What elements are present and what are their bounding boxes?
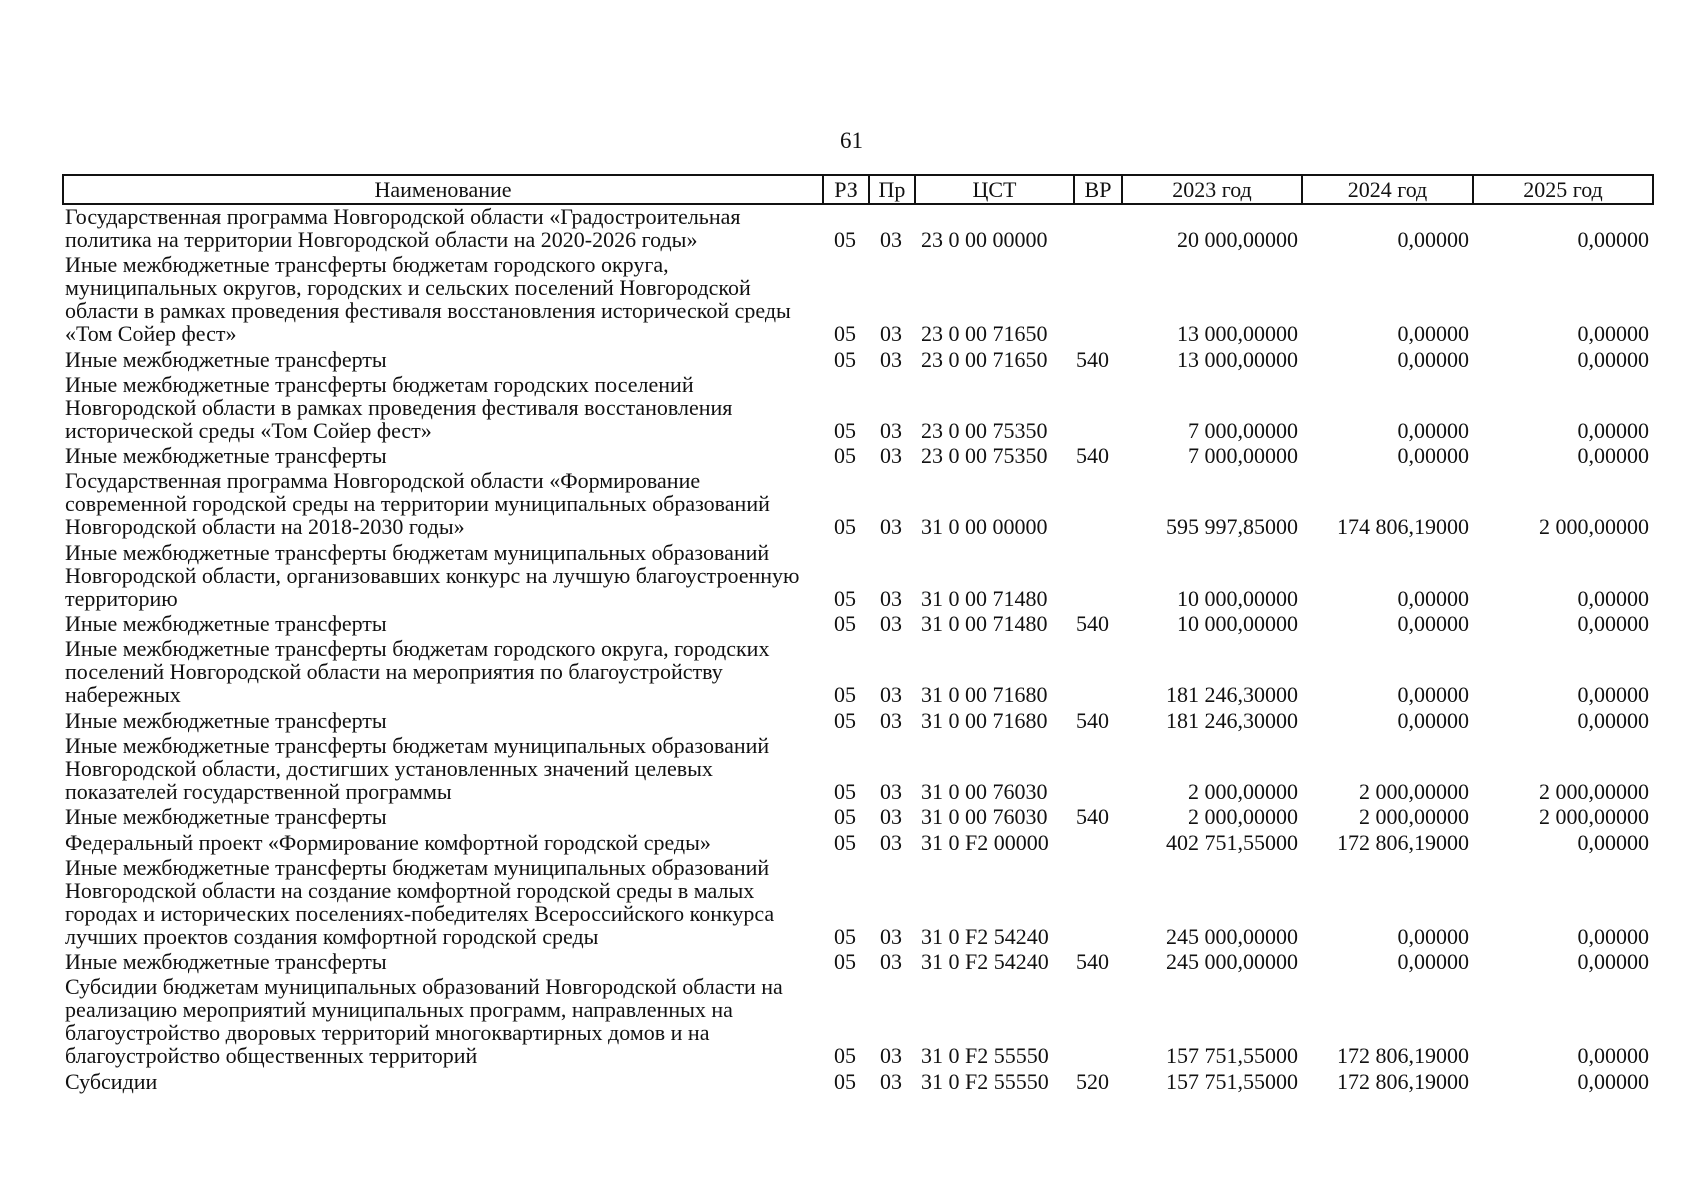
header-2025: 2025 год (1473, 175, 1653, 204)
row-value-2025: 0,00000 (1577, 829, 1649, 855)
row-value-2023: 245 000,00000 (1166, 949, 1298, 975)
row-cst: 31 0 00 76030 (921, 804, 1048, 830)
row-value-2023: 181 246,30000 (1166, 707, 1298, 733)
row-cst: 31 0 00 71680 (921, 707, 1048, 733)
budget-table (62, 174, 1654, 1095)
row-pr: 03 (880, 949, 902, 975)
row-name: Иные межбюджетные трансферты (65, 949, 387, 975)
row-cst: 23 0 00 71650 (921, 346, 1048, 372)
row-name: Государственная программа Новгородской области «Градостроительная политика на территории Новгородской области на 2020-2026 годы» (65, 204, 741, 252)
page-number: 61 (840, 128, 863, 153)
row-value-2023: 2 000,00000 (1188, 778, 1298, 804)
row-cst: 23 0 00 75350 (921, 443, 1048, 469)
table-row (63, 253, 1653, 347)
row-pr: 03 (880, 923, 902, 949)
row-value-2025: 0,00000 (1577, 923, 1649, 949)
header-row (63, 175, 1653, 204)
row-value-2024: 0,00000 (1397, 707, 1469, 733)
row-value-2023: 245 000,00000 (1166, 923, 1298, 949)
row-value-2024: 174 806,19000 (1337, 514, 1469, 540)
row-cst: 31 0 F2 55550 (921, 1043, 1049, 1069)
table-row (63, 856, 1653, 950)
row-value-2024: 0,00000 (1397, 417, 1469, 443)
row-vr (1074, 637, 1122, 708)
row-cst: 31 0 00 76030 (921, 778, 1048, 804)
row-value-2024: 0,00000 (1397, 949, 1469, 975)
row-value-2023: 13 000,00000 (1177, 321, 1298, 347)
row-rz: 05 (834, 321, 856, 347)
row-pr: 03 (880, 346, 902, 372)
table-row (63, 637, 1653, 708)
row-vr (1074, 541, 1122, 612)
row-pr: 03 (880, 778, 902, 804)
row-vr: 540 (1076, 804, 1109, 830)
header-2023: 2023 год (1122, 175, 1302, 204)
row-value-2024: 0,00000 (1397, 611, 1469, 637)
row-value-2025: 0,00000 (1577, 707, 1649, 733)
header-rz: РЗ (823, 175, 869, 204)
row-rz: 05 (834, 778, 856, 804)
row-name: Иные межбюджетные трансферты (65, 443, 387, 469)
row-pr: 03 (880, 585, 902, 611)
row-value-2023: 181 246,30000 (1166, 682, 1298, 708)
row-value-2024: 0,00000 (1397, 346, 1469, 372)
row-cst: 23 0 00 75350 (921, 417, 1048, 443)
row-rz: 05 (834, 1068, 856, 1094)
row-rz: 05 (834, 804, 856, 830)
row-value-2025: 0,00000 (1577, 227, 1649, 252)
table-row (63, 734, 1653, 805)
row-value-2023: 157 751,55000 (1166, 1043, 1298, 1069)
row-cst: 31 0 F2 54240 (921, 949, 1049, 975)
row-name: Федеральный проект «Формирование комфортной городской среды» (65, 829, 711, 855)
row-vr (1074, 204, 1122, 253)
table-row (63, 612, 1653, 637)
row-pr: 03 (880, 682, 902, 708)
row-vr (1074, 253, 1122, 347)
row-value-2025: 0,00000 (1577, 346, 1649, 372)
row-pr: 03 (880, 707, 902, 733)
row-rz: 05 (834, 1043, 856, 1069)
row-vr (1074, 373, 1122, 444)
row-cst: 31 0 F2 54240 (921, 923, 1049, 949)
row-rz: 05 (834, 682, 856, 708)
row-rz: 05 (834, 417, 856, 443)
row-vr (1074, 469, 1122, 540)
row-name: Иные межбюджетные трансферты бюджетам городского округа, муниципальных округов, городских и сельских поселений Новгородской области в рамках проведения фестиваля восстановления исторической среды «Том Сойер фест» (65, 252, 791, 347)
row-vr (1074, 831, 1122, 856)
row-name: Иные межбюджетные трансферты (65, 611, 387, 637)
row-rz: 05 (834, 443, 856, 469)
row-value-2023: 10 000,00000 (1177, 611, 1298, 637)
table-row (63, 541, 1653, 612)
row-value-2024: 172 806,19000 (1337, 829, 1469, 855)
row-pr: 03 (880, 417, 902, 443)
row-rz: 05 (834, 923, 856, 949)
row-cst: 23 0 00 00000 (921, 227, 1048, 252)
row-vr: 540 (1076, 707, 1109, 733)
table-body (63, 204, 1653, 1095)
header-pr: Пр (869, 175, 915, 204)
row-value-2025: 2 000,00000 (1539, 804, 1649, 830)
row-cst: 31 0 00 71480 (921, 585, 1048, 611)
row-vr: 540 (1076, 443, 1109, 469)
table-row (63, 204, 1653, 253)
row-pr: 03 (880, 804, 902, 830)
row-value-2024: 2 000,00000 (1359, 778, 1469, 804)
row-value-2025: 0,00000 (1577, 443, 1649, 469)
row-value-2025: 2 000,00000 (1539, 778, 1649, 804)
row-name: Иные межбюджетные трансферты бюджетам муниципальных образований Новгородской области, организовавших конкурс на лучшую благоустроенную территорию (65, 539, 800, 611)
table-row (63, 373, 1653, 444)
row-cst: 31 0 00 71480 (921, 611, 1048, 637)
header-vr: ВР (1074, 175, 1122, 204)
row-name: Иные межбюджетные трансферты бюджетам городского округа, городских поселений Новгородской области на мероприятия по благоустройству набережных (65, 636, 770, 708)
table-row (63, 831, 1653, 856)
row-value-2024: 0,00000 (1397, 443, 1469, 469)
row-value-2025: 0,00000 (1577, 585, 1649, 611)
table-row (63, 950, 1653, 975)
row-value-2023: 10 000,00000 (1177, 585, 1298, 611)
table-row (63, 975, 1653, 1069)
row-value-2025: 0,00000 (1577, 1068, 1649, 1094)
row-rz: 05 (834, 585, 856, 611)
row-rz: 05 (834, 346, 856, 372)
row-cst: 31 0 F2 00000 (921, 829, 1049, 855)
row-name: Субсидии бюджетам муниципальных образований Новгородской области на реализацию мероприятий муниципальных программ, направленных на благоустройство дворовых территорий многоквартирных домов и на благоустройство общественных территорий (65, 974, 783, 1069)
row-name: Иные межбюджетные трансферты бюджетам городских поселений Новгородской области в рамках проведения фестиваля восстановления исторической среды «Том Сойер фест» (65, 371, 733, 443)
row-cst: 31 0 00 71680 (921, 682, 1048, 708)
row-value-2024: 172 806,19000 (1337, 1068, 1469, 1094)
row-name: Государственная программа Новгородской области «Формирование современной городской среды на территории муниципальных образований Новгородской области на 2018-2030 годы» (65, 468, 770, 540)
row-value-2024: 0,00000 (1397, 321, 1469, 347)
table-row (63, 1070, 1653, 1095)
table-row (63, 709, 1653, 734)
table-header (63, 175, 1653, 204)
row-value-2025: 0,00000 (1577, 682, 1649, 708)
row-name: Иные межбюджетные трансферты (65, 346, 387, 372)
table-row (63, 444, 1653, 469)
row-value-2024: 0,00000 (1397, 227, 1469, 252)
row-pr: 03 (880, 611, 902, 637)
row-value-2025: 0,00000 (1577, 949, 1649, 975)
row-vr: 540 (1076, 949, 1109, 975)
row-cst: 23 0 00 71650 (921, 321, 1048, 347)
row-rz: 05 (834, 707, 856, 733)
row-vr (1074, 975, 1122, 1069)
row-value-2025: 0,00000 (1577, 321, 1649, 347)
row-value-2025: 0,00000 (1577, 1043, 1649, 1069)
row-value-2024: 0,00000 (1397, 923, 1469, 949)
row-pr: 03 (880, 1068, 902, 1094)
row-pr: 03 (880, 443, 902, 469)
row-pr: 03 (880, 829, 902, 855)
table-row (63, 805, 1653, 830)
row-value-2023: 20 000,00000 (1177, 227, 1298, 252)
row-value-2023: 13 000,00000 (1177, 346, 1298, 372)
row-name: Иные межбюджетные трансферты (65, 707, 387, 733)
header-name: Наименование (63, 175, 823, 204)
row-vr (1074, 734, 1122, 805)
header-2024: 2024 год (1302, 175, 1473, 204)
row-value-2023: 595 997,85000 (1166, 514, 1298, 540)
row-pr: 03 (880, 321, 902, 347)
row-rz: 05 (834, 829, 856, 855)
row-value-2024: 172 806,19000 (1337, 1043, 1469, 1069)
row-value-2023: 7 000,00000 (1188, 443, 1298, 469)
row-value-2025: 2 000,00000 (1539, 514, 1649, 540)
row-vr: 540 (1076, 611, 1109, 637)
row-rz: 05 (834, 949, 856, 975)
row-cst: 31 0 00 00000 (921, 514, 1048, 540)
row-value-2024: 2 000,00000 (1359, 804, 1469, 830)
row-name: Субсидии (65, 1068, 158, 1094)
row-value-2023: 402 751,55000 (1166, 829, 1298, 855)
row-pr: 03 (880, 227, 902, 252)
row-value-2023: 157 751,55000 (1166, 1068, 1298, 1094)
row-rz: 05 (834, 611, 856, 637)
row-value-2023: 2 000,00000 (1188, 804, 1298, 830)
row-vr (1074, 856, 1122, 950)
header-cst: ЦСТ (915, 175, 1074, 204)
row-name: Иные межбюджетные трансферты бюджетам муниципальных образований Новгородской области на создание комфортной городской среды в малых городах и исторических поселениях-победителях Всероссийского конкурса лучших проектов создания комфортной городской среды (65, 854, 775, 949)
row-value-2024: 0,00000 (1397, 585, 1469, 611)
row-name: Иные межбюджетные трансферты бюджетам муниципальных образований Новгородской области, достигших установленных значений целевых показателей государственной программы (65, 732, 770, 804)
row-rz: 05 (834, 227, 856, 252)
row-name: Иные межбюджетные трансферты (65, 804, 387, 830)
table-row (63, 469, 1653, 540)
row-rz: 05 (834, 514, 856, 540)
row-pr: 03 (880, 514, 902, 540)
row-pr: 03 (880, 1043, 902, 1069)
row-value-2024: 0,00000 (1397, 682, 1469, 708)
row-value-2023: 7 000,00000 (1188, 417, 1298, 443)
row-value-2025: 0,00000 (1577, 611, 1649, 637)
row-vr: 520 (1076, 1068, 1109, 1094)
row-vr: 540 (1076, 346, 1109, 372)
table-row (63, 348, 1653, 373)
row-cst: 31 0 F2 55550 (921, 1068, 1049, 1094)
row-value-2025: 0,00000 (1577, 417, 1649, 443)
